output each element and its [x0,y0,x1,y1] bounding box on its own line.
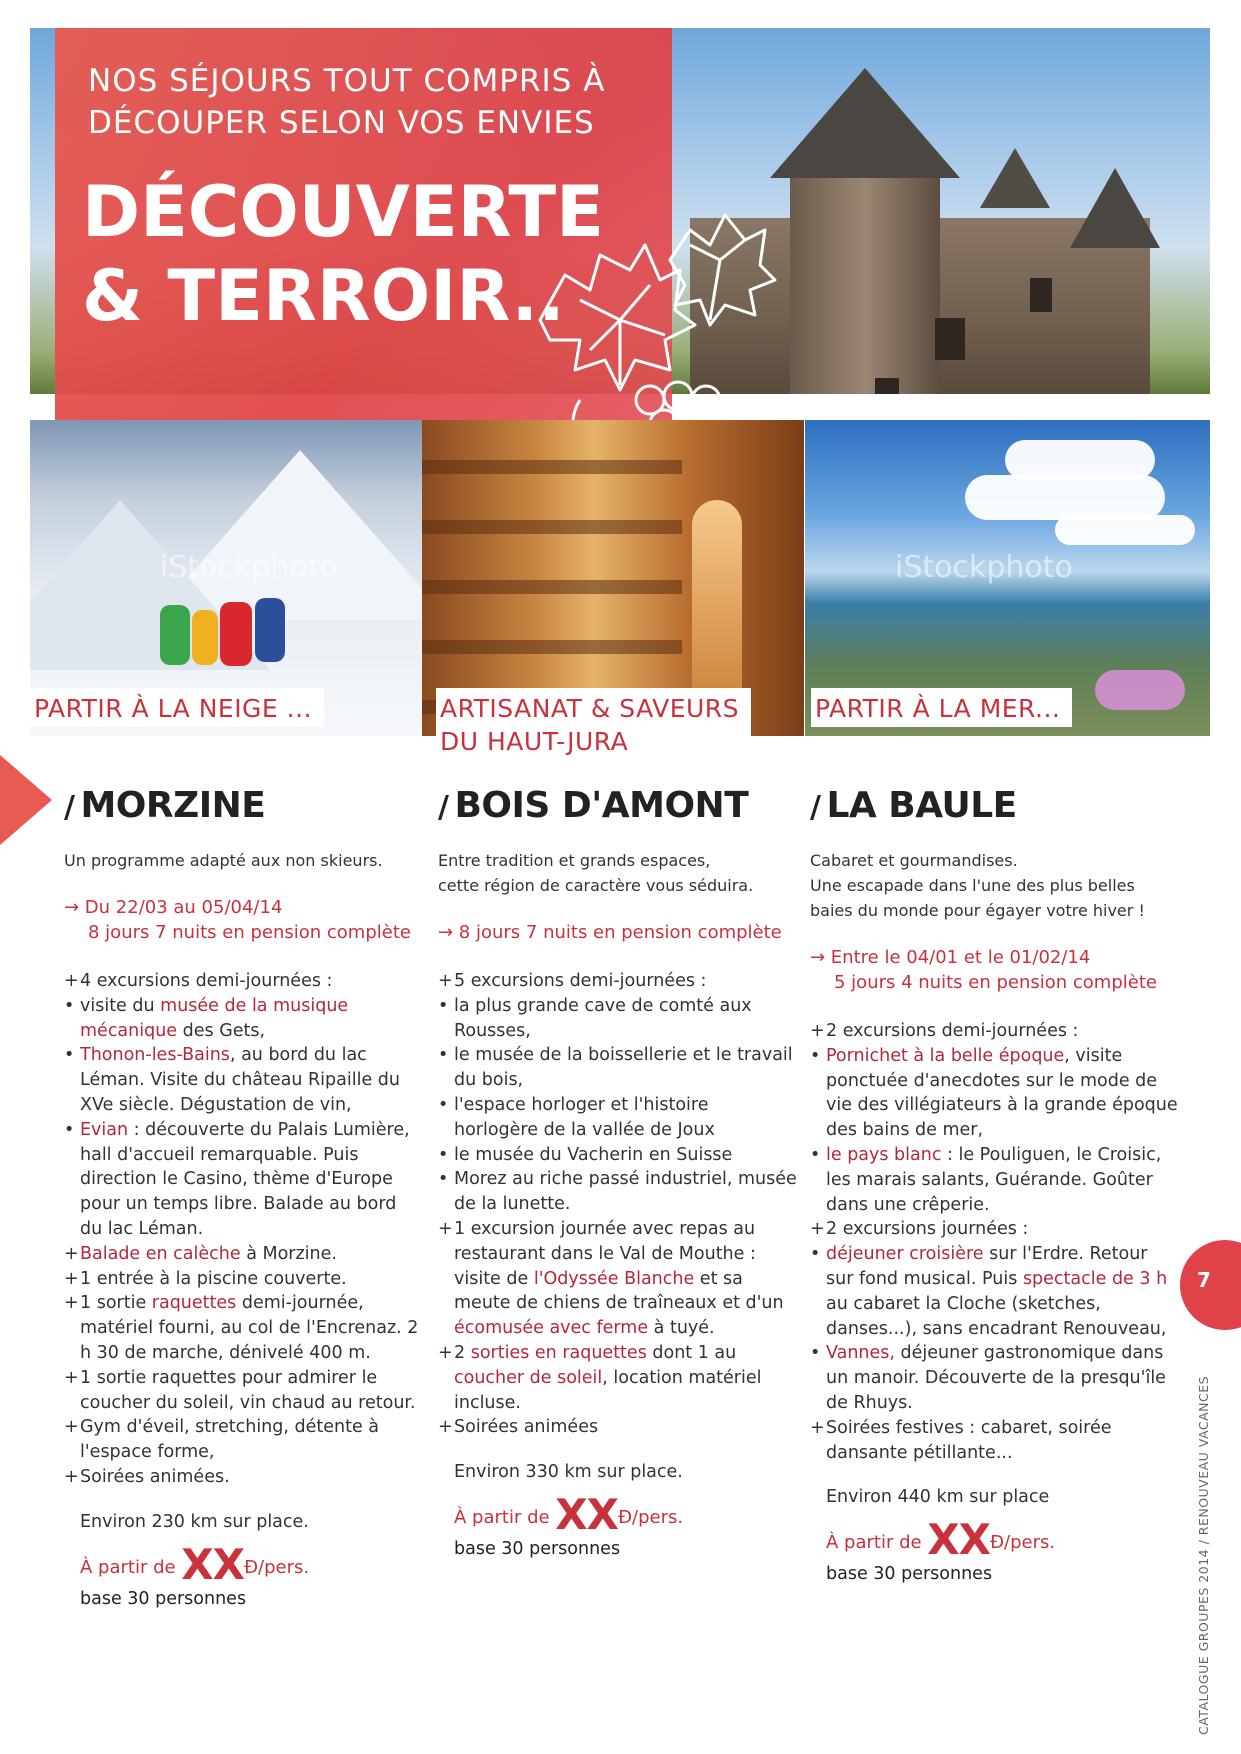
item-text: Morez au riche passé industriel, musée de la lunette. [454,1169,797,1215]
bullet-marker: + [64,971,79,991]
program-item [64,1366,424,1416]
highlighted-text: raquettes [151,1293,237,1314]
item-text: Soirées animées [454,1417,599,1438]
shelf [422,580,682,594]
program-item [438,1217,798,1341]
distance-info: Environ 330 km sur place. [454,1462,683,1483]
program-item-text [80,1291,424,1365]
item-text: : découverte du Palais Lumière, hall d'accueil remarquable. Puis direction le Casino, thème d'Europe pour un temps libre. Balade au bord du lac Léman. [80,1119,410,1239]
item-text: Soirées animées. [80,1466,230,1487]
item-text: déjeuner gastronomique dans un manoir. Découverte de la presqu'île de Rhuys. [826,1343,1166,1413]
program-item-text [80,1415,424,1465]
hero-title-line1: DÉCOUVERTE [82,171,604,253]
price-suffix: Ð/pers. [990,1532,1056,1554]
program-item [810,1044,1180,1143]
program-item-text [80,1366,424,1416]
program-item-text [826,1341,1180,1415]
skier [160,605,190,665]
bullet-marker: + [810,1021,825,1041]
program-item-text [454,1167,798,1217]
section-arrow-marker [0,755,52,845]
program-item [810,1143,1180,1217]
group-size: base 30 personnes [826,1564,993,1585]
price-prefix: À partir de [826,1532,928,1554]
item-text: 1 sortie [80,1293,152,1314]
shelf [422,640,682,654]
group-size: base 30 personnes [80,1588,247,1609]
program-item [810,1341,1180,1415]
program-item-text [454,969,798,994]
hero-subtitle-line2: DÉCOUPER SELON VOS ENVIES [88,105,595,141]
page-number: 7 [1197,1268,1211,1292]
program-item-text [454,1217,798,1341]
bullet-marker: + [64,1367,79,1388]
castle-window [935,318,965,360]
lead-text [438,848,798,898]
item-text: 2 [454,1342,471,1363]
hero-title-line2: & TERROIR.. [82,255,565,337]
program-item-text [454,1093,798,1143]
program-item [64,1118,424,1242]
item-text: Soirées festives : cabaret, soirée dansante pétillante... [826,1417,1112,1463]
highlighted-text: l'Odyssée Blanche [533,1268,695,1289]
program-item [438,1415,798,1440]
program-list [810,1019,1180,1465]
highlighted-text: Balade en calèche [80,1243,241,1264]
highlighted-text: déjeuner croisière [826,1244,984,1265]
price-prefix: À partir de [80,1556,182,1578]
lead-text [64,848,424,873]
skier [255,598,285,662]
item-text: demi-journée, matériel fourni, au col de l'Encrenaz. 2 h 30 de marche, dénivelé 400 m. [80,1293,419,1363]
program-item-text [454,994,798,1044]
bullet-marker: • [438,1094,449,1115]
bullet-marker: • [64,1119,75,1140]
hero-subtitle-line1: NOS SÉJOURS TOUT COMPRIS À [88,63,606,99]
item-text: l'espace horloger et l'histoire horlogère de la vallée de Joux [454,1094,715,1140]
stay-dates-line: 5 jours 4 nuits en pension complète [834,972,1157,993]
lead-line: baies du monde pour égayer votre hiver ! [810,901,1145,920]
program-item-text [80,1242,424,1267]
caption-snow: PARTIR À LA NEIGE ... [30,688,324,727]
highlighted-text: coucher de soleil [454,1367,603,1388]
program-item-text [826,1019,1180,1044]
item-text: dont 1 au [646,1342,737,1363]
castle-tower [790,158,940,394]
highlighted-text: Thonon-les-Bains [80,1045,230,1066]
program-item [64,1043,424,1117]
highlighted-text: Vannes, [826,1343,895,1364]
destination-name: BOIS D'AMONT [454,785,749,826]
stay-dates [438,920,798,945]
item-text: sur l'Erdre. Retour sur fond musical. Puis [826,1244,1148,1289]
price-line [438,1490,798,1539]
bullet-marker: + [810,1417,825,1438]
price-line [810,1515,1180,1564]
program-item-text [826,1044,1180,1143]
price-line [64,1540,424,1589]
program-item-text [454,1143,798,1168]
stay-dates-line: → Du 22/03 au 05/04/14 [64,897,283,918]
program-item [438,1341,798,1415]
watermark: iStockphoto [160,550,338,585]
caption-jura-line1: ARTISANAT & SAVEURS [440,694,740,723]
highlighted-text: Evian [80,1119,129,1140]
bullet-marker: • [438,995,449,1016]
program-item [810,1019,1180,1044]
bullet-marker: + [64,1243,79,1264]
program-item [64,994,424,1044]
castle-window [875,378,899,394]
highlighted-text: musée de la musique mécanique [80,995,349,1041]
bullet-marker: • [810,1244,821,1265]
column-morzine [64,785,424,1609]
program-item-text [826,1143,1180,1217]
cloud [1005,440,1155,480]
program-item-text [80,994,424,1044]
program-item [64,1415,424,1465]
bullet-marker: + [438,1417,453,1438]
bullet-marker: + [64,1293,79,1314]
bullet-marker: • [438,1045,449,1066]
lead-line: Cabaret et gourmandises. [810,851,1018,870]
title-slash: / [438,790,449,825]
group-size: base 30 personnes [454,1539,621,1560]
program-list [438,969,798,1440]
stay-dates [64,895,424,945]
distance-info: Environ 230 km sur place. [80,1511,309,1532]
program-item [438,1043,798,1093]
program-item [438,994,798,1044]
lead-line: Un programme adapté aux non skieurs. [64,851,383,870]
program-item-text [454,1341,798,1415]
item-text: visite du [80,995,161,1016]
bullet-marker: • [64,995,75,1016]
item-text: et sa meute de chiens de traîneaux et d'un [454,1268,784,1314]
destination-title [438,785,798,826]
caption-jura-line2: DU HAUT-JURA [440,727,629,756]
price-suffix: Ð/pers. [618,1507,684,1529]
caption-jura [436,688,751,760]
item-text: , au bord du lac Léman. Visite du château Ripaille du XVe siècle. Dégustation de vin, [80,1045,400,1115]
item-text: le musée de la boissellerie et le travail du bois, [454,1045,793,1091]
bullet-marker: + [810,1219,825,1240]
program-item-text [80,1267,424,1292]
program-item [810,1217,1180,1242]
highlighted-text: spectacle de 3 h [1022,1268,1168,1289]
lead-line: Une escapade dans l'une des plus belles [810,876,1135,895]
lead-line: cette région de caractère vous séduira. [438,876,754,895]
item-text: 4 excursions demi-journées : [80,971,333,991]
item-text: 1 entrée à la piscine couverte. [80,1268,347,1289]
item-text: la plus grande cave de comté aux Rousses, [454,995,752,1041]
program-item-text [826,1242,1180,1341]
distance-info: Environ 440 km sur place [826,1487,1050,1508]
program-item [438,1093,798,1143]
bullet-marker: + [64,1268,79,1289]
program-item-text [454,1043,798,1093]
bullet-marker: + [64,1466,79,1487]
item-text: , location matériel incluse. [454,1367,762,1413]
price-prefix: À partir de [454,1507,556,1529]
stay-dates-line: 8 jours 7 nuits en pension complète [88,922,411,943]
skier [192,610,218,665]
stay-dates-line: → 8 jours 7 nuits en pension complète [438,922,782,943]
bullet-marker: • [810,1343,821,1364]
program-list [64,969,424,1490]
price-value: XX [181,1539,245,1589]
item-text: à tuyé. [648,1318,715,1339]
title-slash: / [810,790,821,825]
lead-text [810,848,1180,923]
program-item-text [454,1415,798,1440]
item-text: 2 excursions demi-journées : [826,1021,1079,1041]
cloud [1055,515,1195,545]
program-item-text [80,1043,424,1117]
bullet-marker: • [64,1045,75,1066]
bullet-marker: • [810,1144,821,1165]
lead-line: Entre tradition et grands espaces, [438,851,711,870]
price-suffix: Ð/pers. [244,1556,310,1578]
item-text: : le Pouliguen, le Croisic, les marais salants, Guérande. Goûter dans une crêperie. [826,1144,1162,1215]
program-item-text [80,1118,424,1242]
program-item-text [80,969,424,994]
cloud [965,475,1165,520]
highlighted-text: Pornichet à la belle époque [826,1045,1065,1066]
program-item [438,969,798,994]
item-text: Gym d'éveil, stretching, détente à l'espace forme, [80,1417,380,1463]
item-text: 2 excursions journées : [826,1219,1029,1240]
stay-dates [810,945,1180,995]
bullet-marker: + [438,971,453,991]
castle-roof-right [1070,168,1160,248]
catalogue-side-label: CATALOGUE GROUPES 2014 / RENOUVEAU VACANCES [1196,1375,1211,1735]
castle-roof-small [980,148,1050,208]
program-item [64,1267,424,1292]
item-text: 5 excursions demi-journées : [454,971,707,991]
destination-title [810,785,1180,826]
item-text: , visite ponctuée d'anecdotes sur le mode de vie des villégiateurs à la grande époque des bains de mer, [826,1045,1178,1141]
item-text: à Morzine. [240,1243,337,1264]
flowers [1095,670,1185,710]
program-item [64,1465,424,1490]
item-text: 1 sortie raquettes pour admirer le coucher du soleil, vin chaud au retour. [80,1367,416,1413]
program-item [64,969,424,994]
destination-name: MORZINE [80,785,266,826]
program-item [64,1242,424,1267]
item-text: au cabaret la Cloche (sketches, danses...), sans encadrant Renouveau, [826,1293,1167,1339]
caption-sea: PARTIR À LA MER... [811,688,1072,727]
item-text: 1 excursion journée avec repas au restaurant dans le Val de Mouthe : visite de [454,1218,756,1289]
bullet-marker: + [438,1342,453,1363]
item-text: le musée du Vacherin en Suisse [454,1144,733,1165]
bullet-marker: • [438,1169,449,1190]
title-slash: / [64,790,75,825]
hero-subtitle [88,60,668,144]
bullet-marker: + [64,1417,79,1438]
program-item-text [826,1416,1180,1466]
stay-dates-line: → Entre le 04/01 et le 01/02/14 [810,947,1091,968]
shelf [422,460,682,474]
bullet-marker: + [438,1218,453,1239]
price-value: XX [555,1490,619,1540]
shelf [422,520,682,534]
program-item [438,1143,798,1168]
bullet-marker: • [810,1045,821,1066]
program-item [438,1167,798,1217]
destination-title [64,785,424,826]
bullet-marker: • [438,1144,449,1165]
castle-window [1030,278,1052,312]
skier [220,602,252,666]
highlighted-text: sorties en raquettes [470,1342,647,1363]
highlighted-text: écomusée avec ferme [454,1318,649,1339]
column-la-baule [810,785,1180,1584]
program-item [810,1416,1180,1466]
watermark: iStockphoto [895,550,1073,585]
castle-roof [770,68,960,178]
program-item [64,1291,424,1365]
program-item [810,1242,1180,1341]
highlighted-text: le pays blanc [826,1144,942,1165]
item-text: des Gets, [177,1020,266,1041]
price-value: XX [927,1515,991,1565]
destination-name: LA BAULE [826,785,1017,826]
program-item-text [826,1217,1180,1242]
column-bois-damont [438,785,798,1559]
program-item-text [80,1465,424,1490]
